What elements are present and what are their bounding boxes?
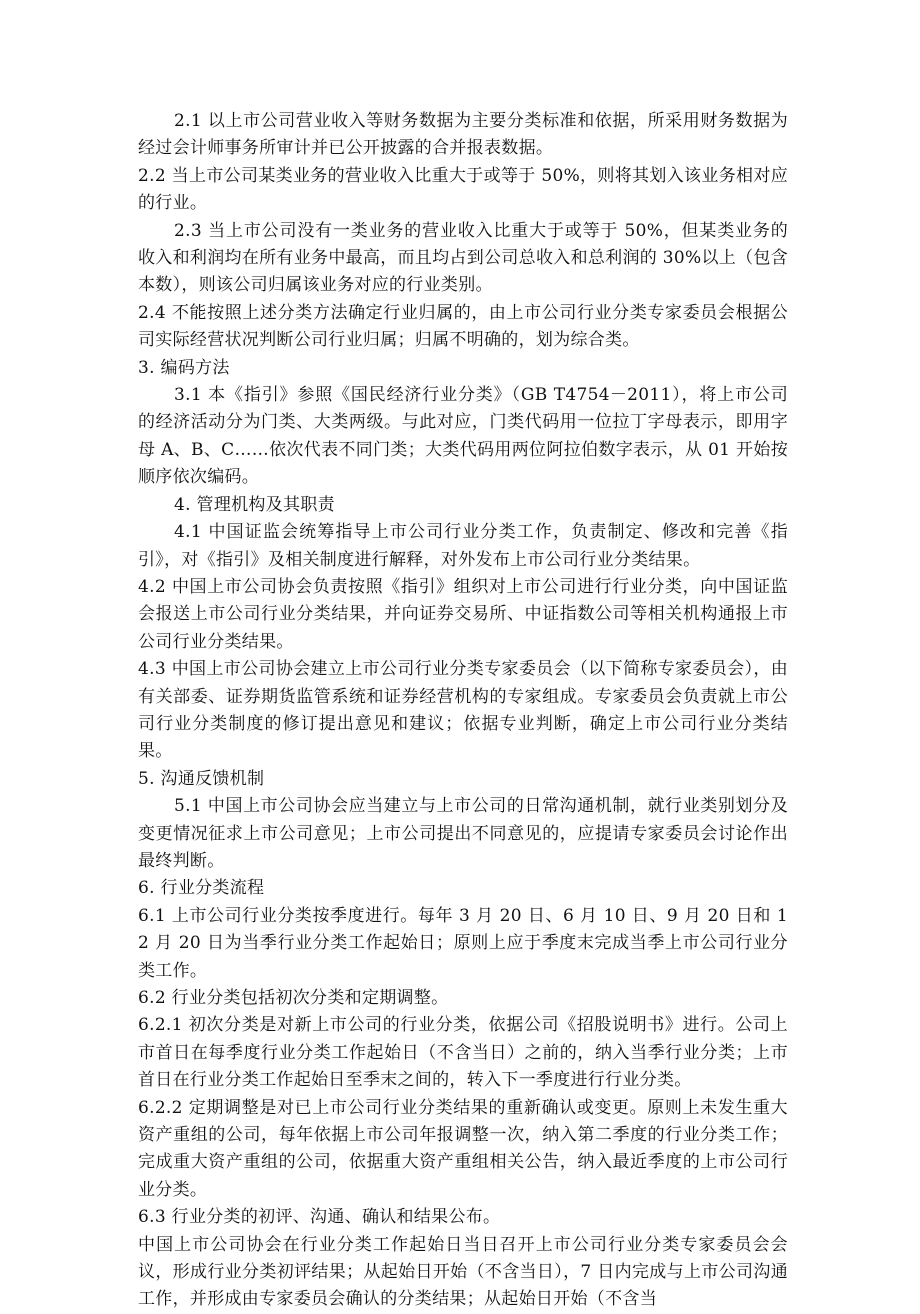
paragraph-6-2-1: 6.2.1 初次分类是对新上市公司的行业分类，依据公司《招股说明书》进行。公司上市首日在每季度行业分类工作起始日（不含当日）之前的，纳入当季行业分类；上市首日在行业分类工作起始日至季末之间的，转入下一季度进行行业分类。 [138,1015,788,1091]
paragraph-6-3-body: 中国上市公司协会在行业分类工作起始日当日召开上市公司行业分类专家委员会会议，形成行业分类初评结果；从起始日开始（不含当日），7 日内完成与上市公司沟通工作，并形成由专家委员会确认的分类结果；从起始日开始（不含当 [138,1234,788,1310]
paragraph-3-1: 3.1 本《指引》参照《国民经济行业分类》（GB T4754－2011），将上市公司的经济活动分为门类、大类两级。与此对应，门类代码用一位拉丁字母表示，即用字母 A、B、C……依次代表不同门类；大类代码用两位阿拉伯数字表示，从 01 开始按顺序依次编码。 [138,385,788,488]
section-heading-3: 3. 编码方法 [138,357,230,378]
section-heading-5: 5. 沟通反馈机制 [138,768,265,789]
document-body [138,108,788,1314]
paragraph-2-4: 2.4 不能按照上述分类方法确定行业归属的，由上市公司行业分类专家委员会根据公司实际经营状况判断公司行业归属；归属不明确的，划为综合类。 [138,302,788,351]
paragraph-4-2: 4.2 中国上市公司协会负责按照《指引》组织对上市公司进行行业分类，向中国证监会报送上市公司行业分类结果，并向证券交易所、中证指数公司等相关机构通报上市公司行业分类结果。 [138,576,788,652]
section-heading-4: 4. 管理机构及其职责 [174,494,335,515]
paragraph-6-1: 6.1 上市公司行业分类按季度进行。每年 3 月 20 日、6 月 10 日、9 月 20 日和 12 月 20 日为当季行业分类工作起始日；原则上应于季度末完成当季上市公司行业分类工作。 [138,905,788,981]
paragraph-2-1: 2.1 以上市公司营业收入等财务数据为主要分类标准和依据，所采用财务数据为经过会计师事务所审计并已公开披露的合并报表数据。 [138,111,788,159]
paragraph-6-3: 6.3 行业分类的初评、沟通、确认和结果公布。 [138,1207,501,1228]
paragraph-4-3: 4.3 中国上市公司协会建立上市公司行业分类专家委员会（以下简称专家委员会），由有关部委、证券期货监管系统和证券经营机构的专家组成。专家委员会负责就上市公司行业分类制度的修订提出意见和建议；依据专业判断，确定上市公司行业分类结果。 [138,659,788,762]
paragraph-2-3: 2.3 当上市公司没有一类业务的营业收入比重大于或等于 50%，但某类业务的收入和利润均在所有业务中最高，而且均占到公司总收入和总利润的 30%以上（包含本数），则该公司归属该业务对应的行业类别。 [138,220,788,296]
paragraph-4-1: 4.1 中国证监会统筹指导上市公司行业分类工作，负责制定、修改和完善《指引》，对《指引》及相关制度进行解释，对外发布上市公司行业分类结果。 [138,522,788,570]
paragraph-6-2-2: 6.2.2 定期调整是对已上市公司行业分类结果的重新确认或变更。原则上未发生重大资产重组的公司，每年依据上市公司年报调整一次，纳入第二季度的行业分类工作；完成重大资产重组的公司，依据重大资产重组相关公告，纳入最近季度的上市公司行业分类。 [138,1097,788,1200]
paragraph-6-2: 6.2 行业分类包括初次分类和定期调整。 [138,988,449,1008]
paragraph-5-1: 5.1 中国上市公司协会应当建立与上市公司的日常沟通机制，就行业类别划分及变更情况征求上市公司意见；上市公司提出不同意见的，应提请专家委员会讨论作出最终判断。 [138,796,788,871]
paragraph-2-2: 2.2 当上市公司某类业务的营业收入比重大于或等于 50%，则将其划入该业务相对应的行业。 [138,165,788,214]
section-heading-6: 6. 行业分类流程 [138,878,265,899]
